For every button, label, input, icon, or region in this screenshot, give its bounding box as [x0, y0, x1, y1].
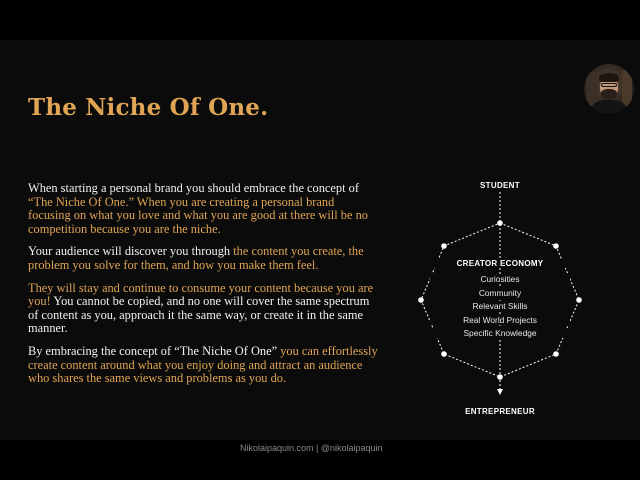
presentation-slide: [0, 40, 640, 453]
highlighted-text: the content you create, the problem you solve for them, and how you make them feel.: [28, 244, 364, 272]
diagram-item: Relevant Skills: [430, 301, 570, 311]
node-top-right: [553, 243, 559, 249]
node-right: [576, 297, 582, 303]
node-bottom: [497, 374, 503, 380]
body-text-segment: You cannot be copied, and no one will cover the same spectrum of content as you, approach it the same way, or create it in the same manner.: [28, 294, 370, 336]
node-bottom-right: [553, 351, 559, 357]
highlighted-text: you can effortlessly create content around what you enjoy doing and attract an audience who shares the same views and problems as you do.: [28, 343, 378, 386]
presenter-webcam: [584, 64, 634, 114]
diagram-item: Real World Projects: [430, 315, 570, 325]
node-left: [418, 297, 424, 303]
body-paragraph: [28, 345, 378, 386]
body-text-segment: By embracing the concept of “The Niche Of One”: [28, 343, 278, 358]
node-top-left: [441, 243, 447, 249]
node-bottom-left: [441, 351, 447, 357]
student-label: STUDENT: [480, 181, 520, 190]
highlighted-text: They will stay and continue to consume your content because you are you!: [28, 280, 374, 309]
creator-economy-label: CREATOR ECONOMY: [430, 259, 570, 268]
slide-title: The Niche Of One.: [28, 94, 269, 121]
body-paragraph: [28, 245, 378, 272]
creator-economy-diagram: [410, 170, 590, 420]
slide-body: [28, 182, 378, 395]
highlighted-text: “The Niche Of One.” When you are creating a personal brand focusing on what you love and what you are good at there will be no competition because you are the niche.: [28, 194, 368, 236]
slide-footer: Nikolaipaquin.com | @nikolaipaquin: [240, 443, 383, 453]
node-top: [497, 220, 503, 226]
body-paragraph: [28, 282, 378, 336]
body-paragraph: [28, 182, 378, 236]
diagram-item: Community: [430, 288, 570, 298]
diagram-item: Specific Knowledge: [430, 328, 570, 338]
diagram-item: Curiosities: [430, 274, 570, 284]
body-text-segment: When starting a personal brand you should embrace the concept of: [28, 181, 359, 195]
body-text-segment: Your audience will discover you through: [28, 244, 234, 259]
entrepreneur-label: ENTREPRENEUR: [465, 407, 535, 416]
